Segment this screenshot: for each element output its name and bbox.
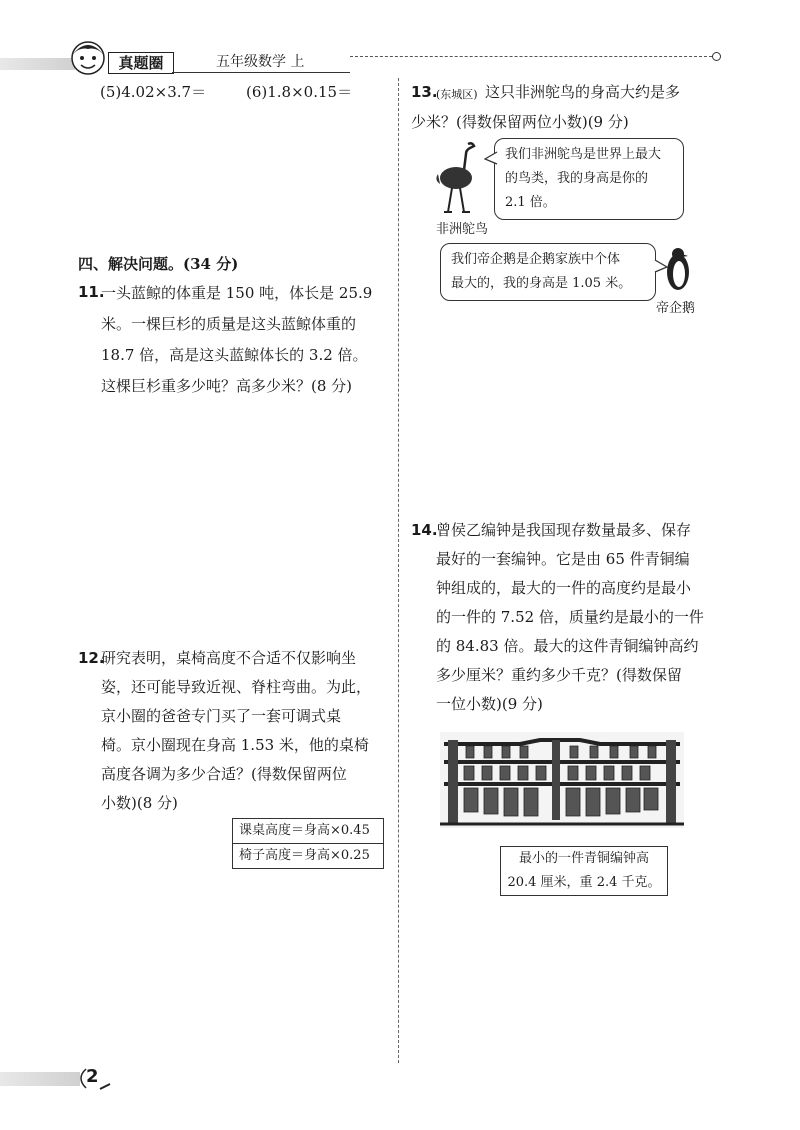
header-end-circle-icon [712, 52, 721, 61]
header-dashed-line [350, 56, 712, 57]
ostrich-illustration [432, 140, 488, 216]
q11-body [101, 278, 393, 402]
penguin-caption: 帝企鹅 [656, 301, 696, 316]
penguin-illustration [664, 246, 692, 292]
q14-line: 多少厘米？重约多少千克？(得数保留 [436, 666, 682, 684]
section-4-title: 四、解决问题。(34 分) [78, 255, 239, 273]
item-5: (5)4.02×3.7＝ [100, 83, 207, 101]
q11-line: 一头蓝鲸的体重是 150 吨，体长是 25.9 [101, 284, 373, 302]
mascot-icon [68, 38, 108, 78]
penguin-bubble-line: 我们帝企鹅是企鹅家族中个体 [451, 252, 621, 267]
q12-body [101, 644, 393, 818]
q13-district: (东城区) [436, 88, 478, 101]
ostrich-caption: 非洲鸵鸟 [436, 222, 489, 237]
q13-line-1: 这只非洲鸵鸟的身高大约是多 [485, 83, 681, 101]
q12-line: 椅。京小圈现在身高 1.53 米，他的桌椅 [101, 736, 369, 754]
formula-desk: 课桌高度＝身高×0.45 [239, 823, 370, 838]
bianzhong-bells-icon [440, 732, 684, 828]
q14-line: 曾侯乙编钟是我国现存数量最多、保存 [436, 521, 692, 539]
header-underline [172, 72, 350, 73]
q12-number: 12. [78, 649, 105, 667]
penguin-bubble-line: 最大的，我的身高是 1.05 米。 [451, 276, 632, 291]
penguin-speech-bubble [440, 243, 656, 301]
info-line-1: 最小的一件青铜编钟高 [518, 851, 649, 866]
item-6: (6)1.8×0.15＝ [246, 83, 353, 101]
penguin-icon [664, 246, 692, 292]
footer-gray-bar [0, 1072, 80, 1086]
q14-line: 钟组成的，最大的一件的高度约是最小 [436, 579, 692, 597]
q11-line: 米。一棵巨杉的质量是这头蓝鲸体重的 [101, 315, 357, 333]
q11-number: 11. [78, 283, 105, 301]
q12-line: 京小圈的爸爸专门买了一套可调式桌 [101, 707, 342, 725]
q13-number: 13. [411, 83, 438, 101]
q12-line: 研究表明，桌椅高度不合适不仅影响坐 [101, 649, 357, 667]
ostrich-bubble-line: 的鸟类，我的身高是你的 [505, 171, 649, 186]
ostrich-bubble-line: 2.1 倍。 [505, 195, 556, 210]
q12-line: 小数)(8 分) [101, 794, 178, 812]
q14-info-box [500, 846, 668, 896]
q14-line: 最好的一套编钟。它是由 65 件青铜编 [436, 550, 690, 568]
ostrich-icon [432, 140, 488, 216]
q13-line-2: 少米？(得数保留两位小数)(9 分) [411, 113, 629, 131]
q14-body [436, 516, 726, 719]
info-line-2: 20.4 厘米，重 2.4 千克。 [507, 875, 661, 890]
page-number-bracket-icon [74, 1066, 114, 1092]
q14-line: 的一件的 7.52 倍，质量约是最小的一件 [436, 608, 704, 626]
q12-formula-box [232, 818, 384, 869]
q11-line: 18.7 倍，高是这头蓝鲸体长的 3.2 倍。 [101, 346, 368, 364]
q14-line: 一位小数)(9 分) [436, 695, 543, 713]
grade-label: 五年级数学 上 [216, 54, 305, 70]
column-divider [398, 78, 399, 1063]
q11-line: 这棵巨杉重多少吨？高多少米？(8 分) [101, 377, 353, 395]
q14-line: 的 84.83 倍。最大的这件青铜编钟高约 [436, 637, 699, 655]
q14-number: 14. [411, 521, 438, 539]
bronze-bells-illustration [440, 732, 684, 828]
ostrich-bubble-tail [484, 150, 498, 168]
brand-title: 真题圈 [108, 52, 174, 74]
mascot-avatar [68, 38, 108, 78]
ostrich-bubble-line: 我们非洲鸵鸟是世界上最大 [505, 147, 662, 162]
ostrich-speech-bubble [494, 138, 684, 220]
formula-chair: 椅子高度＝身高×0.25 [233, 843, 383, 868]
page-number: 2 [86, 1066, 99, 1087]
q12-line: 高度各调为多少合适？(得数保留两位 [101, 765, 347, 783]
q12-line: 姿，还可能导致近视、脊柱弯曲。为此， [101, 678, 372, 696]
header-gray-bar [0, 58, 75, 70]
